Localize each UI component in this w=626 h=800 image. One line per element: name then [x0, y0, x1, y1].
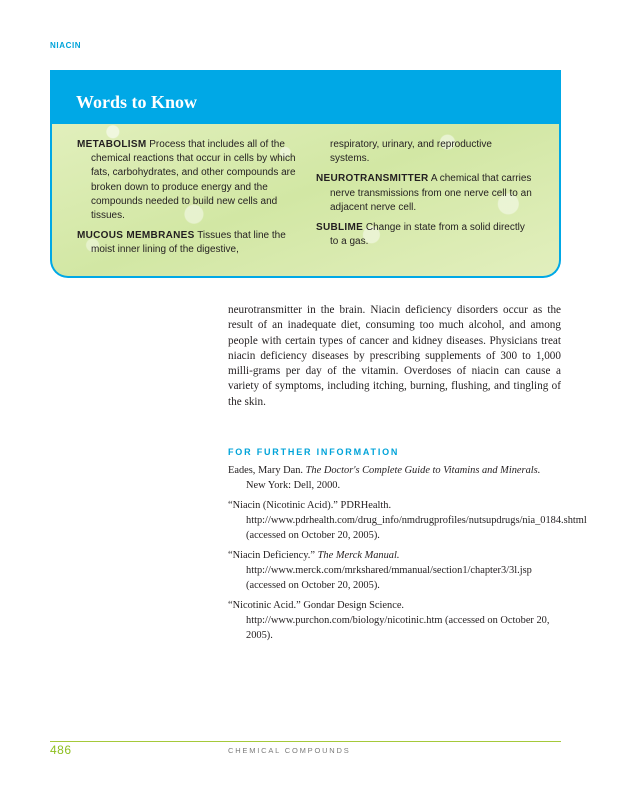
- reference-item: [228, 498, 587, 543]
- reference-item: [228, 598, 561, 643]
- further-information-heading: FOR FURTHER INFORMATION: [228, 447, 400, 457]
- words-to-know-left-column: [77, 138, 299, 264]
- glossary-definition: Process that includes all of the chemical reactions that occur in cells by which fats, carbohydrates, and other compounds are broken down to produce energy and the compounds needed to build new cells and tissues.: [91, 139, 296, 222]
- reference-details: Gondar Design Science. http://www.purchon.com/biology/nicotinic.htm (accessed on October 20, 2005).: [246, 600, 550, 641]
- words-to-know-header: [52, 70, 559, 124]
- reference-title: The Doctor's Complete Guide to Vitamins and Minerals.: [305, 465, 541, 476]
- glossary-definition-continued: respiratory, urinary, and reproductive systems.: [330, 139, 492, 165]
- words-to-know-box: [50, 70, 561, 278]
- reference-details: PDRHealth. http://www.pdrhealth.com/drug_info/nmdrugprofiles/nutsupdrugs/nia_0184.shtml (accessed on October 20, 2005).: [246, 500, 587, 541]
- footer-rule: [50, 741, 561, 742]
- footer-book-title: CHEMICAL COMPOUNDS: [228, 746, 351, 755]
- words-to-know-title: Words to Know: [76, 92, 198, 112]
- reference-details: New York: Dell, 2000.: [246, 480, 341, 491]
- page-number: 486: [50, 743, 72, 757]
- reference-author: “Nicotinic Acid.”: [228, 600, 301, 611]
- glossary-word: MUCOUS MEMBRANES: [77, 230, 195, 242]
- reference-list: [228, 463, 587, 648]
- glossary-word: METABOLISM: [77, 139, 147, 150]
- reference-details: http://www.merck.com/mrkshared/mmanual/section1/chapter3/3l.jsp (accessed on October 20, 2005).: [246, 565, 532, 591]
- glossary-word: NEUROTRANSMITTER: [316, 173, 429, 185]
- body-paragraph: neurotransmitter in the brain. Niacin deficiency disorders occur as the result of an inadequate diet, consuming too much alcohol, and among people with certain types of cancer and kidney diseases. Physicians treat niacin deficiency diseases by prescribing supplements of 300 to 1,000 milli-grams per day of the vitamin. Overdoses of niacin can cause a variety of symptoms, including itching, burning, flushing, and tingling of the skin.: [228, 304, 561, 408]
- words-to-know-right-column: [316, 138, 534, 255]
- glossary-term: [77, 138, 299, 223]
- glossary-term: [316, 172, 534, 215]
- reference-title: The Merck Manual.: [317, 550, 400, 561]
- glossary-definition: A chemical that carries nerve transmissions from one nerve cell to an adjacent nerve cell.: [330, 173, 532, 213]
- glossary-word: SUBLIME: [316, 222, 364, 234]
- glossary-term: [316, 221, 534, 249]
- glossary-term: [77, 229, 299, 257]
- glossary-definition: Tissues that line the moist inner lining of the digestive,: [91, 230, 286, 256]
- reference-author: “Niacin (Nicotinic Acid).”: [228, 500, 338, 511]
- reference-item: [228, 548, 561, 593]
- reference-item: [228, 463, 561, 493]
- glossary-definition: Change in state from a solid directly to a gas.: [330, 222, 525, 248]
- reference-author: Eades, Mary Dan.: [228, 465, 304, 476]
- reference-author: “Niacin Deficiency.”: [228, 550, 316, 561]
- running-head: NIACIN: [50, 41, 82, 50]
